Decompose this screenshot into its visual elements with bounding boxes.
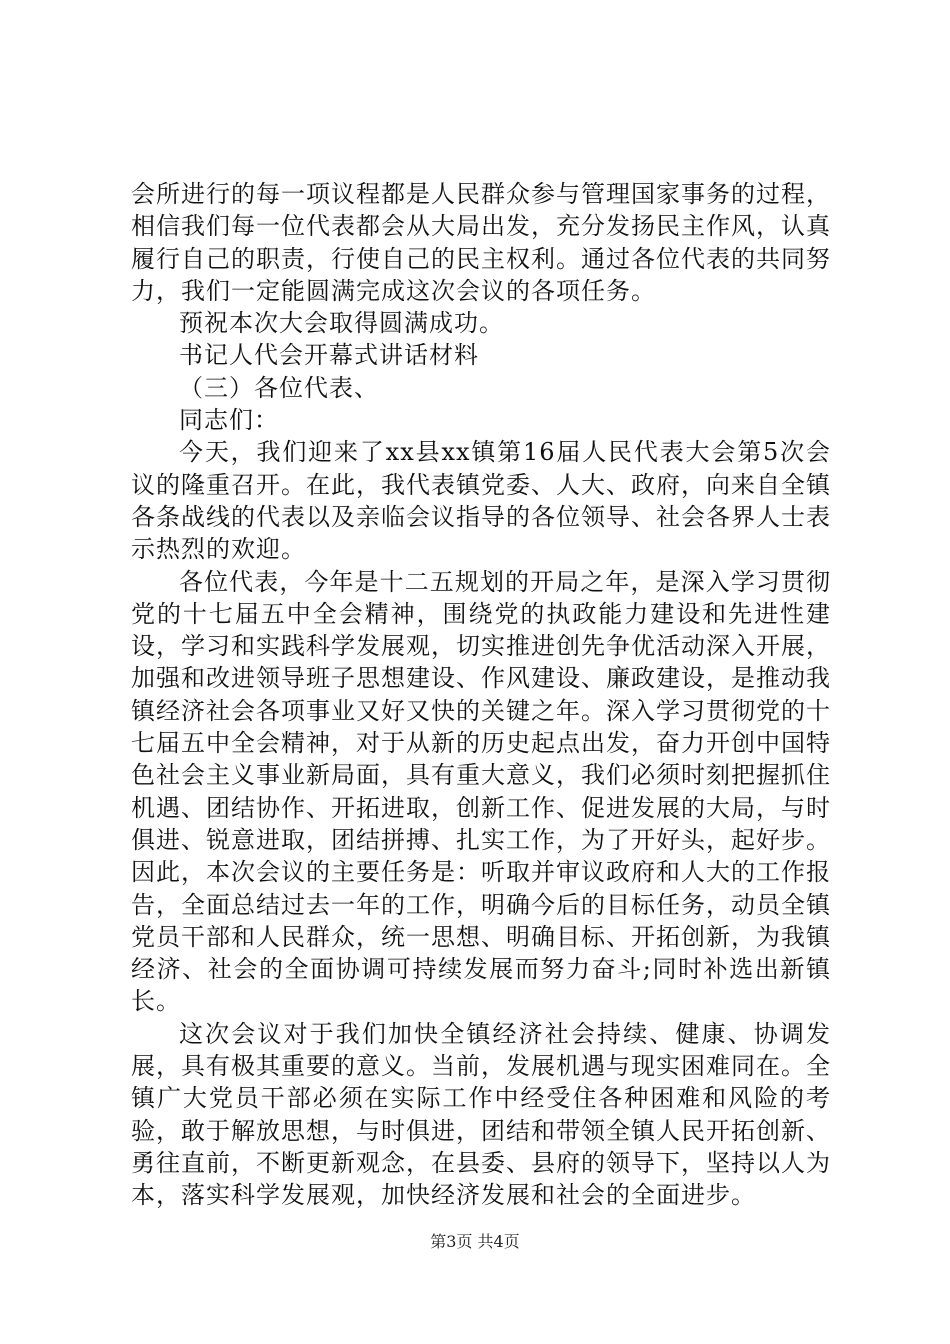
paragraph-main-tasks: 各位代表，今年是十二五规划的开局之年，是深入学习贯彻党的十七届五中全会精神，围绕党的执政能力建设和先进性建设，学习和实践科学发展观，切实推进创先争优活动深入开展，加强和改进领导班子思想建设、作风建设、廉政建设，是推动我镇经济社会各项事业又好又快的关键之年。深入学习贯彻党的十七届五中全会精神，对于从新的历史起点出发，奋力开创中国特色社会主义事业新局面，具有重大意义，我们必须时刻把握抓住机遇、团结协作、开拓进取，创新工作、促进发展的大局，与时俱进、锐意进取，团结拼搏、扎实工作，为了开好头，起好步。因此，本次会议的主要任务是：听取并审议政府和人大的工作报告，全面总结过去一年的工作，明确今后的目标任务，动员全镇党员干部和人民群众，统一思想、明确目标、开拓创新，为我镇经济、社会的全面协调可持续发展而努力奋斗;同时补选出新镇长。	[131, 567, 831, 1016]
salutation: 同志们：	[179, 406, 279, 435]
section-title: 书记人代会开幕式讲话材料	[179, 341, 479, 370]
paragraph-significance: 这次会议对于我们加快全镇经济社会持续、健康、协调发展，具有极其重要的意义。当前，发展机遇与现实困难同在。全镇广大党员干部必须在实际工作中经受住各种困难和风险的考验，敢于解放思想，与时俱进，团结和带领全镇人民开拓创新、勇往直前，不断更新观念，在县委、县府的领导下，坚持以人为本，落实科学发展观，加快经济发展和社会的全面进步。	[131, 1019, 831, 1210]
paragraph-wish: 预祝本次大会取得圆满成功。	[179, 309, 504, 338]
section-number: （三）各位代表、	[179, 373, 379, 402]
document-body	[131, 178, 831, 1212]
page-footer: 第3页 共4页	[430, 1232, 520, 1251]
paragraph-opening: 今天，我们迎来了xx县xx镇第16届人民代表大会第5次会议的隆重召开。在此，我代表镇党委、人大、政府，向来自全镇各条战线的代表以及亲临会议指导的各位领导、社会各界人士表示热烈的欢迎。	[131, 438, 831, 564]
paragraph-continuation: 会所进行的每一项议程都是人民群众参与管理国家事务的过程，相信我们每一位代表都会从大局出发，充分发扬民主作风，认真履行自己的职责，行使自己的民主权利。通过各位代表的共同努力，我们一定能圆满完成这次会议的各项任务。	[131, 180, 831, 305]
